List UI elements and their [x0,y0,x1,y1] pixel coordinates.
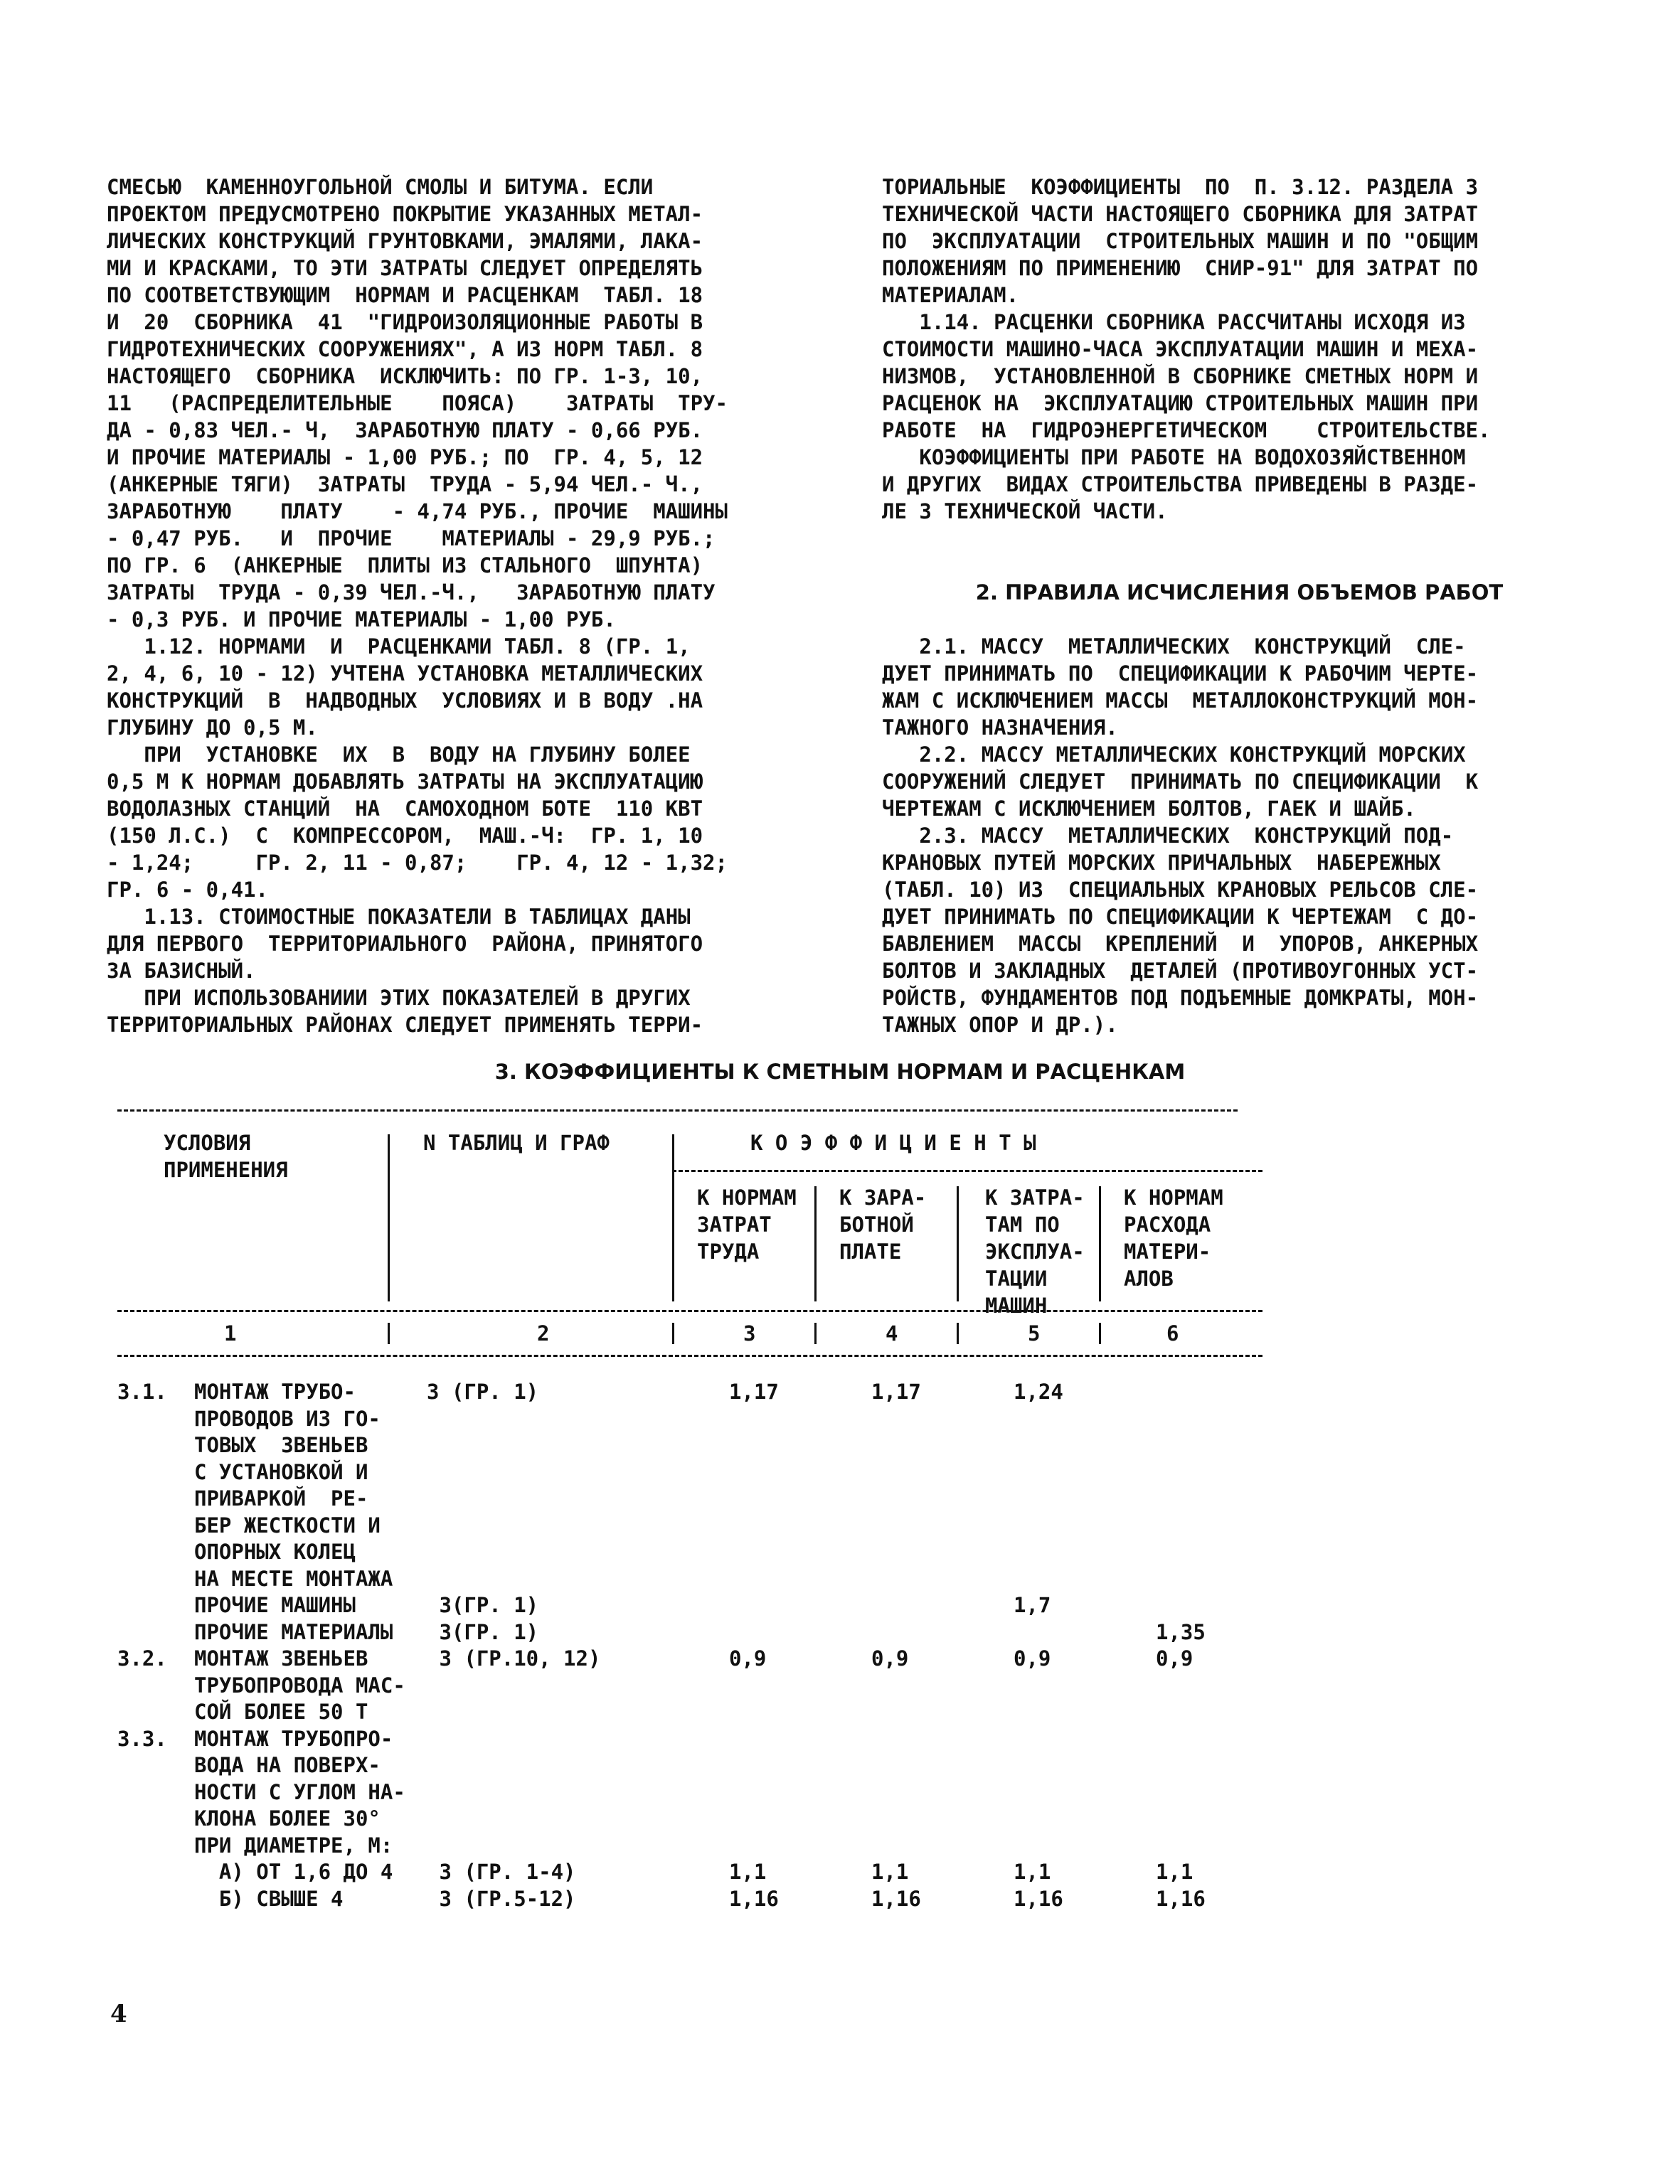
row-condition: С УСТАНОВКОЙ И [194,1459,368,1484]
paragraph-line: 2.2. МАССУ МЕТАЛЛИЧЕСКИХ КОНСТРУКЦИЙ МОРСКИХ [882,742,1466,767]
paragraph-line: ДУЕТ ПРИНИМАТЬ ПО СПЕЦИФИКАЦИИ К РАБОЧИМ ЧЕРТЕ- [882,661,1479,686]
paragraph-line: ПРИ УСТАНОВКЕ ИХ В ВОДУ НА ГЛУБИНУ БОЛЕЕ [107,742,691,767]
paragraph-line: ГР. 6 - 0,41. [107,878,268,902]
table-row [117,1592,1262,1619]
paragraph-line: СООРУЖЕНИЙ СЛЕДУЕТ ПРИНИМАТЬ ПО СПЕЦИФИКАЦИИ К [882,769,1479,794]
header-conditions: УСЛОВИЯ ПРИМЕНЕНИЯ [164,1131,288,1182]
right-column-bottom-text [882,633,1597,1038]
paragraph-line: (АНКЕРНЫЕ ТЯГИ) ЗАТРАТЫ ТРУДА - 5,94 ЧЕЛ.- Ч., [107,472,703,496]
table-row [117,1805,1262,1832]
paragraph-line: НИЗМОВ, УСТАНОВЛЕННОЙ В СБОРНИКЕ СМЕТНЫХ НОРМ И [882,364,1479,388]
paragraph-line: СМЕСЬЮ КАМЕННОУГОЛЬНОЙ СМОЛЫ И БИТУМА. ЕСЛИ [107,175,654,199]
column-number-4: 4 [886,1321,898,1346]
paragraph-line: 1.14. РАСЦЕНКИ СБОРНИКА РАССЧИТАНЫ ИСХОДЯ ИЗ [882,310,1466,334]
table-row [117,1779,1262,1806]
row-condition: А) ОТ 1,6 ДО 4 [194,1860,393,1884]
row-table-ref: 3(ГР. 1) [427,1593,539,1617]
row-condition: БЕР ЖЕСТКОСТИ И [194,1513,381,1538]
column-number-1: 1 [224,1321,237,1346]
paragraph-line: ЗАТРАТЫ ТРУДА - 0,39 ЧЕЛ.-Ч., ЗАРАБОТНУЮ ПЛАТУ [107,580,716,604]
row-condition: ПРОЧИЕ МАШИНЫ [194,1593,356,1617]
row-condition: НОСТИ С УГЛОМ НА- [194,1779,405,1804]
paragraph-line: ДА - 0,83 ЧЕЛ.- Ч, ЗАРАБОТНУЮ ПЛАТУ - 0,66 РУБ. [107,418,703,442]
paragraph-line: РОЙСТВ, ФУНДАМЕНТОВ ПОД ПОДЪЕМНЫЕ ДОМКРАТЫ, МОН- [882,986,1479,1010]
number-divider-3 [814,1323,817,1344]
paragraph-line: ЧЕРТЕЖАМ С ИСКЛЮЧЕНИЕМ БОЛТОВ, ГАЕК И ШАЙБ. [882,797,1416,821]
row-number: 3.3. [117,1726,167,1751]
number-divider-2 [672,1323,674,1344]
paragraph-line: ТОРИАЛЬНЫЕ КОЭФФИЦИЕНТЫ ПО П. 3.12. РАЗДЕЛА 3 [882,175,1479,199]
paragraph-line: 2.3. МАССУ МЕТАЛЛИЧЕСКИХ КОНСТРУКЦИЙ ПОД- [882,824,1454,848]
header-divider-1 [388,1134,390,1301]
table-row [117,1698,1262,1725]
header-divider-3 [814,1186,817,1301]
row-condition: Б) СВЫШЕ 4 [194,1886,344,1911]
section-3-title: 3. КОЭФФИЦИЕНТЫ К СМЕТНЫМ НОРМАМ И РАСЦЕНКАМ [494,1060,1186,1084]
paragraph-line: ПО СООТВЕТСТВУЮЩИМ НОРМАМ И РАСЦЕНКАМ ТАБЛ. 18 [107,283,703,307]
table-row [117,1405,1262,1432]
row-coef-materials: 0,9 [1156,1646,1193,1671]
row-condition: ПРИВАРКОЙ РЕ- [194,1486,368,1511]
number-divider-4 [957,1323,959,1344]
row-condition: ПРОЧИЕ МАТЕРИАЛЫ [194,1619,393,1644]
paragraph-line: КОЭФФИЦИЕНТЫ ПРИ РАБОТЕ НА ВОДОХОЗЯЙСТВЕННОМ [882,445,1466,469]
paragraph-line: (ТАБЛ. 10) ИЗ СПЕЦИАЛЬНЫХ КРАНОВЫХ РЕЛЬСОВ СЛЕ- [882,878,1479,902]
paragraph-line: ЖАМ С ИСКЛЮЧЕНИЕМ МАССЫ МЕТАЛЛОКОНСТРУКЦИЙ МОН- [882,688,1479,713]
row-coef-wages: 1,16 [871,1886,921,1911]
paragraph-line: НАСТОЯЩЕГО СБОРНИКА ИСКЛЮЧИТЬ: ПО ГР. 1-3, 10, [107,364,703,388]
row-coef-machines: 1,16 [1014,1886,1063,1911]
numbers-bottom-rule [117,1355,1262,1357]
paragraph-line: - 0,3 РУБ. И ПРОЧИЕ МАТЕРИАЛЫ - 1,00 РУБ. [107,607,616,632]
row-condition: МОНТАЖ ТРУБО- [194,1380,356,1404]
row-coef-machines: 1,1 [1014,1860,1051,1884]
paragraph-line: ДУЕТ ПРИНИМАТЬ ПО СПЕЦИФИКАЦИИ К ЧЕРТЕЖАМ С ДО- [882,905,1479,929]
header-labor: К НОРМАМ ЗАТРАТ ТРУДА [697,1186,797,1264]
row-coef-labor: 1,1 [729,1860,767,1884]
header-divider-4 [957,1186,959,1301]
table-row [117,1752,1262,1779]
header-coefficients: К О Э Ф Ф И Ц И Е Н Т Ы [750,1131,1036,1155]
paragraph-line: ПОЛОЖЕНИЯМ ПО ПРИМЕНЕНИЮ СНИР-91" ДЛЯ ЗАТРАТ ПО [882,256,1479,280]
paragraph-line: ТЕХНИЧЕСКОЙ ЧАСТИ НАСТОЯЩЕГО СБОРНИКА ДЛЯ ЗАТРАТ [882,202,1479,226]
paragraph-line: 0,5 М К НОРМАМ ДОБАВЛЯТЬ ЗАТРАТЫ НА ЭКСПЛУАТАЦИЮ [107,769,703,794]
row-condition: ТРУБОПРОВОДА МАС- [194,1673,405,1698]
row-coef-wages: 0,9 [871,1646,909,1671]
paragraph-line: КОНСТРУКЦИЙ В НАДВОДНЫХ УСЛОВИЯХ И В ВОДУ .НА [107,688,703,713]
row-table-ref: 3 (ГР.5-12) [427,1886,576,1911]
header-wages: К ЗАРА- БОТНОЙ ПЛАТЕ [839,1186,927,1264]
table-top-rule [117,1109,1238,1112]
paragraph-line: МИ И КРАСКАМИ, ТО ЭТИ ЗАТРАТЫ СЛЕДУЕТ ОПРЕДЕЛЯТЬ [107,256,703,280]
right-column-top-text [882,174,1597,525]
row-table-ref: 3 (ГР.10, 12) [427,1646,601,1671]
table-row [117,1725,1262,1752]
row-coef-labor: 1,17 [729,1380,779,1404]
paragraph-line: - 0,47 РУБ. И ПРОЧИЕ МАТЕРИАЛЫ - 29,9 РУБ.; [107,526,716,550]
row-coef-wages: 1,1 [871,1860,909,1884]
paragraph-line: ЗАРАБОТНУЮ ПЛАТУ - 4,74 РУБ., ПРОЧИЕ МАШИНЫ [107,499,728,523]
paragraph-line: ТАЖНОГО НАЗНАЧЕНИЯ. [882,715,1118,740]
table-row [117,1459,1262,1486]
row-coef-materials: 1,16 [1156,1886,1206,1911]
table-row [117,1858,1262,1885]
paragraph-line: МАТЕРИАЛАМ. [882,283,1019,307]
row-coef-wages: 1,17 [871,1380,921,1404]
table-row [117,1565,1262,1592]
section-2-title: 2. ПРАВИЛА ИСЧИСЛЕНИЯ ОБЪЕМОВ РАБОТ [975,580,1504,604]
row-condition: ТОВЫХ ЗВЕНЬЕВ [194,1433,368,1457]
row-condition: КЛОНА БОЛЕЕ 30° [194,1806,381,1831]
page-number: 4 [110,2000,127,2028]
paragraph-line: РАБОТЕ НА ГИДРОЭНЕРГЕТИЧЕСКОМ СТРОИТЕЛЬСТВЕ. [882,418,1491,442]
table-row [117,1538,1262,1565]
paragraph-line: И 20 СБОРНИКА 41 "ГИДРОИЗОЛЯЦИОННЫЕ РАБОТЫ В [107,310,703,334]
table-row [117,1432,1262,1459]
table-row [117,1485,1262,1512]
row-condition: СОЙ БОЛЕЕ 50 Т [194,1700,368,1724]
paragraph-line: ГИДРОТЕХНИЧЕСКИХ СООРУЖЕНИЯХ", А ИЗ НОРМ ТАБЛ. 8 [107,337,703,361]
paragraph-line: ПО ГР. 6 (АНКЕРНЫЕ ПЛИТЫ ИЗ СТАЛЬНОГО ШПУНТА) [107,553,703,577]
column-number-3: 3 [743,1321,756,1346]
header-tables: N ТАБЛИЦ И ГРАФ [423,1131,610,1155]
paragraph-line: ПО ЭКСПЛУАТАЦИИ СТРОИТЕЛЬНЫХ МАШИН И ПО "ОБЩИМ [882,229,1479,253]
row-table-ref: 3(ГР. 1) [427,1619,539,1644]
paragraph-line: РАСЦЕНОК НА ЭКСПЛУАТАЦИЮ СТРОИТЕЛЬНЫХ МАШИН ПРИ [882,391,1479,415]
paragraph-line: ТАЖНЫХ ОПОР И ДР.). [882,1013,1118,1037]
row-number: 3.1. [117,1380,167,1404]
paragraph-line: БОЛТОВ И ЗАКЛАДНЫХ ДЕТАЛЕЙ (ПРОТИВОУГОННЫХ УСТ- [882,959,1479,983]
paragraph-line: ЗА БАЗИСНЫЙ. [107,959,256,983]
paragraph-line: И ПРОЧИЕ МАТЕРИАЛЫ - 1,00 РУБ.; ПО ГР. 4, 5, 12 [107,445,703,469]
paragraph-line: ЛИЧЕСКИХ КОНСТРУКЦИЙ ГРУНТОВКАМИ, ЭМАЛЯМИ, ЛАКА- [107,229,703,253]
header-divider-2 [672,1134,674,1301]
paragraph-line: ПРОЕКТОМ ПРЕДУСМОТРЕНО ПОКРЫТИЕ УКАЗАННЫХ МЕТАЛ- [107,202,703,226]
table-row [117,1645,1262,1672]
paragraph-line: - 1,24; ГР. 2, 11 - 0,87; ГР. 4, 12 - 1,32; [107,851,728,875]
paragraph-line: КРАНОВЫХ ПУТЕЙ МОРСКИХ ПРИЧАЛЬНЫХ НАБЕРЕЖНЫХ [882,851,1441,875]
row-condition: НА МЕСТЕ МОНТАЖА [194,1566,393,1591]
row-coef-machines: 1,24 [1014,1380,1063,1404]
header-divider-5 [1099,1186,1101,1301]
row-condition: МОНТАЖ ТРУБОПРО- [194,1726,393,1751]
header-bottom-rule [117,1310,1262,1312]
paragraph-line: ДЛЯ ПЕРВОГО ТЕРРИТОРИАЛЬНОГО РАЙОНА, ПРИНЯТОГО [107,932,703,956]
paragraph-line: 2, 4, 6, 10 - 12) УЧТЕНА УСТАНОВКА МЕТАЛЛИЧЕСКИХ [107,661,703,686]
row-condition: ПРИ ДИАМЕТРЕ, М: [194,1833,393,1858]
paragraph-line: (150 Л.С.) С КОМПРЕССОРОМ, МАШ.-Ч: ГР. 1, 10 [107,824,703,848]
row-number: 3.2. [117,1646,167,1671]
table-row [117,1378,1262,1405]
table-row [117,1672,1262,1699]
number-divider-5 [1099,1323,1101,1344]
column-number-5: 5 [1028,1321,1041,1346]
header-materials: К НОРМАМ РАСХОДА МАТЕРИ- АЛОВ [1124,1186,1223,1291]
row-coef-machines: 0,9 [1014,1646,1051,1671]
paragraph-line: СТОИМОСТИ МАШИНО-ЧАСА ЭКСПЛУАТАЦИИ МАШИН И МЕХА- [882,337,1479,361]
paragraph-line: ТЕРРИТОРИАЛЬНЫХ РАЙОНАХ СЛЕДУЕТ ПРИМЕНЯТЬ ТЕРРИ- [107,1013,703,1037]
row-condition: ВОДА НА ПОВЕРХ- [194,1753,381,1777]
left-text-column [107,174,825,1038]
paragraph-line: 1.12. НОРМАМИ И РАСЦЕНКАМИ ТАБЛ. 8 (ГР. 1, [107,634,691,659]
right-text-column [882,174,1597,1038]
row-table-ref: 3 (ГР. 1-4) [427,1860,576,1884]
paragraph-line: ПРИ ИСПОЛЬЗОВАНИИИ ЭТИХ ПОКАЗАТЕЛЕЙ В ДРУГИХ [107,986,691,1010]
table-row [117,1832,1262,1859]
row-condition: ПРОВОДОВ ИЗ ГО- [194,1406,381,1431]
row-coef-labor: 1,16 [729,1886,779,1911]
table-row [117,1512,1262,1539]
header-sub-rule [672,1170,1262,1172]
header-machines: К ЗАТРА- ТАМ ПО ЭКСПЛУА- ТАЦИИ МАШИН [985,1186,1085,1318]
paragraph-line: ЛЕ 3 ТЕХНИЧЕСКОЙ ЧАСТИ. [882,499,1168,523]
row-table-ref: 3 (ГР. 1) [427,1380,539,1404]
table-row [117,1885,1262,1912]
row-coef-machines: 1,7 [1014,1593,1051,1617]
paragraph-line: 1.13. СТОИМОСТНЫЕ ПОКАЗАТЕЛИ В ТАБЛИЦАХ ДАНЫ [107,905,691,929]
column-number-6: 6 [1166,1321,1179,1346]
row-condition: ОПОРНЫХ КОЛЕЦ [194,1540,356,1564]
paragraph-line: 2.1. МАССУ МЕТАЛЛИЧЕСКИХ КОНСТРУКЦИЙ СЛЕ- [882,634,1466,659]
table-row [117,1619,1262,1646]
column-number-2: 2 [537,1321,550,1346]
paragraph-line: ГЛУБИНУ ДО 0,5 М. [107,715,318,740]
paragraph-line: ВОДОЛАЗНЫХ СТАНЦИЙ НА САМОХОДНОМ БОТЕ 110 КВТ [107,797,703,821]
paragraph-line: И ДРУГИХ ВИДАХ СТРОИТЕЛЬСТВА ПРИВЕДЕНЫ В РАЗДЕ- [882,472,1479,496]
row-coef-labor: 0,9 [729,1646,767,1671]
paragraph-line: БАВЛЕНИЕМ МАССЫ КРЕПЛЕНИЙ И УПОРОВ, АНКЕРНЫХ [882,932,1479,956]
row-coef-materials: 1,1 [1156,1860,1193,1884]
row-coef-materials: 1,35 [1156,1619,1206,1644]
number-divider-1 [388,1323,390,1344]
paragraph-line: 11 (РАСПРЕДЕЛИТЕЛЬНЫЕ ПОЯСА) ЗАТРАТЫ ТРУ- [107,391,728,415]
row-condition: МОНТАЖ ЗВЕНЬЕВ [194,1646,368,1671]
